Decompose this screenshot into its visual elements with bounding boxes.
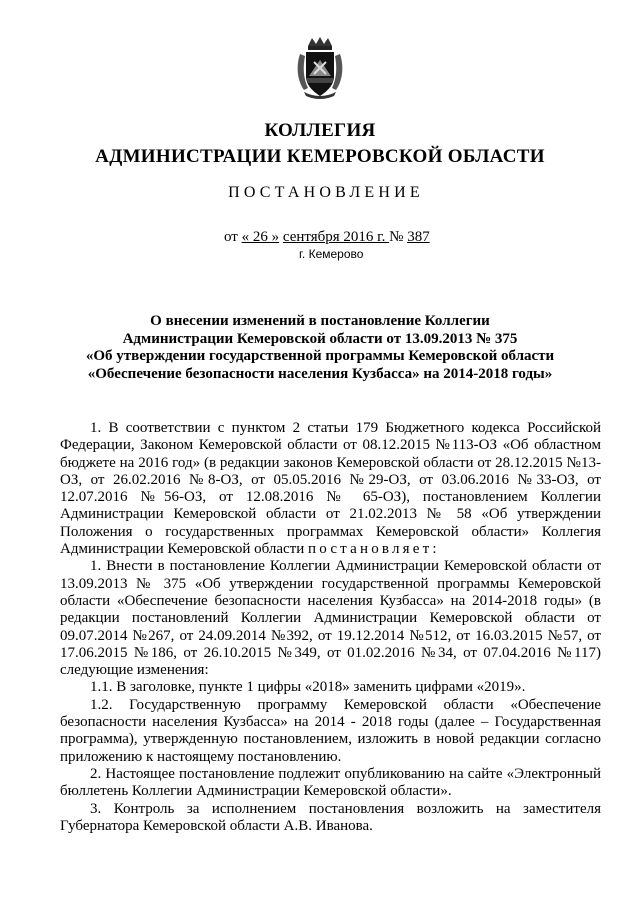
title-line: «Обеспечение безопасности населения Кузбасса» на 2014-2018 годы» [87,365,553,382]
document-title [60,313,580,383]
date-number-line [224,229,430,246]
date-day: « 26 » [241,229,280,245]
number-sign: № [389,229,404,245]
paragraph-2: 2. Настоящее постановление подлежит опубликованию на сайте «Электронный бюллетень Коллегии Администрации Кемеровской области». [60,765,601,800]
org-name-line2: АДМИНИСТРАЦИИ КЕМЕРОВСКОЙ ОБЛАСТИ [95,146,545,167]
document-number: 387 [407,229,430,245]
paragraph-1-1: 1. Внести в постановление Коллегии Администрации Кемеровской области от 13.09.2013 № 375 «Об утверждении государственной программы Кемеровской области «Обеспечение безопасности населения Кузбасса» на 2014-2018 годы» (в редакции постановлений Коллегии Администрации Кемеровской области от 09.07.2014 №267, от 24.09.2014 №392, от 19.12.2014 №512, от 16.03.2015 №57, от 17.06.2015 №186, от 26.10.2015 №349, от 01.02.2016 №34, от 07.04.2016 №117) следующие изменения: [60,558,601,679]
date-month-year: сентября 2016 г. [282,229,390,245]
title-line: О внесении изменений в постановление Коллегии [150,313,490,329]
paragraph-1-text: 1. В соответствии с пунктом 2 статьи 179 Бюджетного кодекса Российской Федерации, Законом Кемеровской области от 08.12.2015 №113-ОЗ «Об областном бюджете на 2016 год» (в редакции законов Кемеровской области от 28.12.2015 №13-ОЗ, от 26.02.2016 №8-ОЗ, от 05.05.2016 №29-ОЗ, от 03.06.2016 №33-ОЗ, от 12.07.2016 №56-ОЗ, от 12.08.2016 № 65-ОЗ), постановлением Коллегии Администрации Кемеровской области от 21.02.2013 № 58 «Об утверждении Положения о государственных программах Кемеровской области» Коллегия Администрации Кемеровской области [60,420,601,558]
title-line: Администрации Кемеровской области от 13.09.2013 № 375 [122,330,518,347]
document-type: ПОСТАНОВЛЕНИЕ [228,184,424,201]
paragraph-1-1-1: 1.1. В заголовке, пункте 1 цифры «2018» заменить цифрами «2019». [90,679,526,696]
paragraph-1 [60,420,601,558]
date-prefix: от [224,229,238,245]
paragraph-1-2: 1.2. Государственную программу Кемеровской области «Обеспечение безопасности населения Кузбасса» на 2014 - 2018 годы (далее – Государственная программа), утвержденную постановлением, изложить в новой редакции согласно приложению к настоящему постановлению. [60,696,601,765]
coat-of-arms-emblem [294,36,346,100]
paragraph-3: 3. Контроль за исполнением постановления возложить на заместителя Губернатора Кемеровской области А.В. Иванова. [60,800,601,834]
document-body [60,420,601,835]
city: г. Кемерово [299,247,364,261]
decree-word: постановляет: [308,541,440,558]
title-line: «Об утверждении государственной программы Кемеровской области [85,348,555,364]
org-name-line1: КОЛЛЕГИЯ [264,120,376,141]
